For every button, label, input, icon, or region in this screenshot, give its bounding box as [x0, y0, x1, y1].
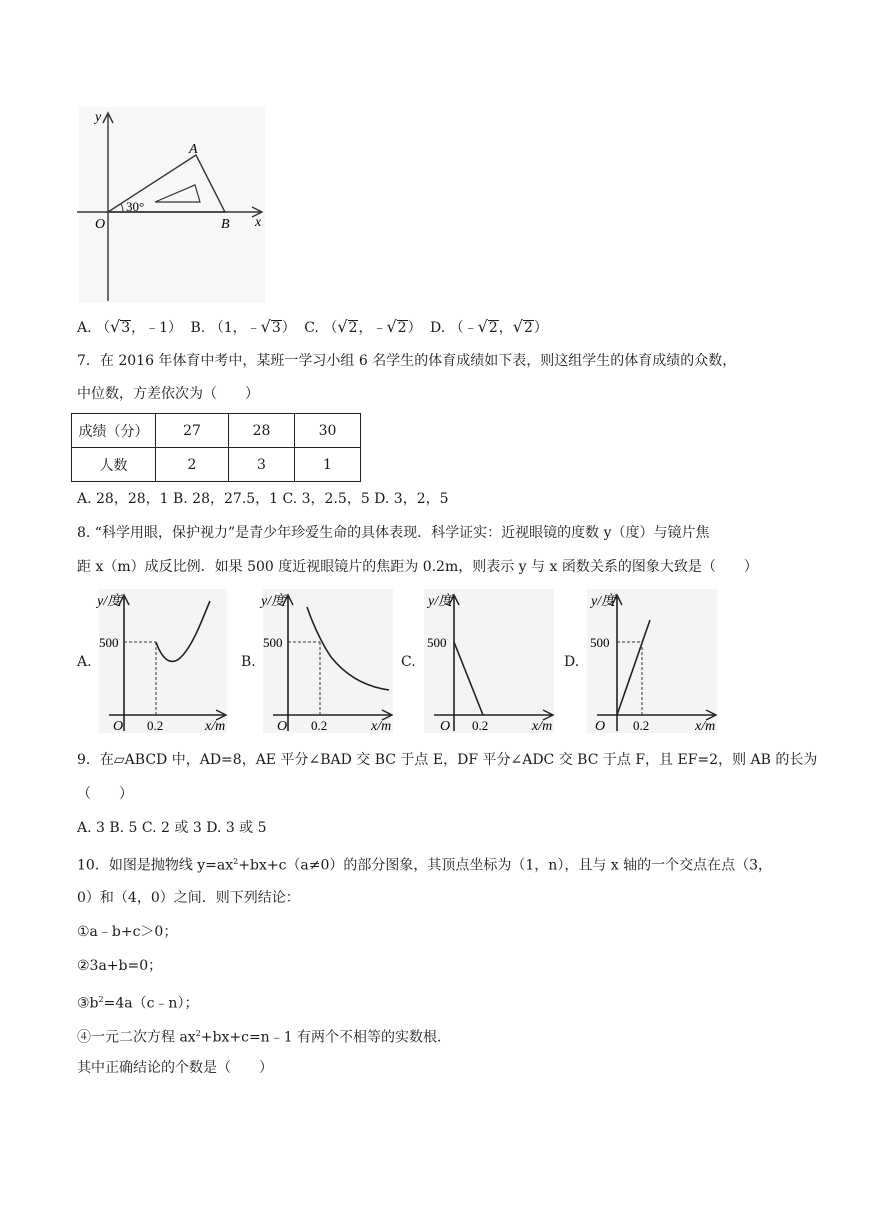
pt-a-label: A	[189, 142, 198, 157]
q10-last-line: 其中正确结论的个数是（ ）	[77, 1060, 273, 1076]
svg-text:500: 500	[99, 635, 119, 650]
table-cell: 3	[229, 448, 295, 482]
svg-text:y/度: y/度	[261, 594, 286, 609]
y-label: y	[95, 110, 102, 125]
svg-text:0.2: 0.2	[633, 718, 650, 733]
table-cell: 27	[156, 414, 229, 448]
svg-text:O: O	[277, 719, 288, 734]
table-row	[72, 414, 361, 448]
svg-text:y/度: y/度	[428, 594, 453, 609]
q7-score-table	[71, 413, 361, 482]
svg-text:O: O	[595, 719, 606, 734]
table-row	[72, 448, 361, 482]
q8-option-d-label: D.	[564, 654, 580, 670]
q8-graph-a	[95, 587, 235, 735]
q7-line-1: 7．在 2016 年体育中考中，某班一学习小组 6 名学生的体育成绩如下表，则这组学生的体育成绩的众数，	[77, 353, 737, 369]
q7-line-2: 中位数，方差依次为（ ）	[77, 386, 259, 402]
q10-line-1: 10．如图是抛物线 $y=ax^2+bx+c(a\ne 0)$的部分图象，其顶点坐标为（1，n），且与 x 轴的一个交点在点（3，	[77, 857, 773, 874]
q8-option-a-label: A.	[77, 654, 92, 670]
svg-text:0.2: 0.2	[147, 718, 164, 733]
svg-text:500: 500	[263, 635, 283, 650]
q8-graph-c	[420, 587, 560, 735]
q6-coordinate-figure	[75, 105, 275, 305]
table-cell: 28	[229, 414, 295, 448]
origin-label: O	[95, 217, 106, 232]
table-cell: 人数	[72, 448, 156, 482]
q10-line-2: 0）和（4，0）之间．则下列结论：	[77, 890, 300, 906]
table-cell: 2	[156, 448, 229, 482]
svg-text:500: 500	[590, 635, 610, 650]
svg-text:0.2: 0.2	[311, 718, 328, 733]
q10-conclusion-3: $③b^2=4a(c﹣n)$；	[77, 995, 199, 1012]
q8-line-1: 8. “科学用眼，保护视力”是青少年珍爱生命的具体表现．科学证实：近视眼镜的度数 y（度）与镜片焦	[77, 525, 710, 541]
svg-text:x/m: x/m	[695, 719, 716, 734]
svg-text:x/m: x/m	[532, 719, 553, 734]
q7-options: A. 28，28，1 B. 28，27.5，1 C. 3，2.5，5 D. 3，2，5	[77, 491, 449, 507]
q6-option-d: D. （﹣√2，√2）	[430, 317, 548, 336]
q8-graph-d	[583, 587, 723, 735]
svg-text:0.2: 0.2	[472, 718, 489, 733]
x-label: x	[255, 215, 262, 230]
q10-conclusion-1: ①a﹣b+c＞0；	[77, 924, 178, 940]
table-cell: 成绩（分）	[72, 414, 156, 448]
q8-graph-b	[259, 587, 399, 735]
table-cell: 30	[295, 414, 361, 448]
q10-conclusion-4: ④一元二次方程 $ax^2+bx+c=n﹣1$ 有两个不相等的实数根．	[77, 1029, 452, 1046]
q6-option-b: B. （1，﹣√3）	[190, 317, 296, 336]
q8-option-b-label: B.	[241, 654, 256, 670]
q9-options: A. 3 B. 5 C. 2 或 3 D. 3 或 5	[77, 820, 267, 836]
q10-conclusion-2: ②3a+b=0；	[77, 958, 163, 974]
q6-option-a: A. （√3，﹣1）	[77, 317, 183, 336]
q8-option-c-label: C.	[401, 654, 416, 670]
svg-text:y/度: y/度	[97, 594, 122, 609]
angle-label: 30°	[126, 199, 145, 214]
svg-text:x/m: x/m	[371, 719, 392, 734]
q6-options	[77, 317, 548, 338]
q9-line-2: （ ）	[77, 786, 133, 802]
svg-text:500: 500	[427, 635, 447, 650]
svg-text:O: O	[440, 719, 451, 734]
svg-text:y/度: y/度	[591, 594, 616, 609]
svg-text:x/m: x/m	[205, 719, 226, 734]
table-cell: 1	[295, 448, 361, 482]
q8-line-2: 距 x（m）成反比例．如果 500 度近视眼镜片的焦距为 0.2m，则表示 y 与 x 函数关系的图象大致是（ ）	[77, 559, 758, 575]
q6-option-c: C. （√2，﹣√2）	[304, 317, 422, 336]
svg-text:O: O	[113, 719, 124, 734]
q9-line-1: 9．在▱ABCD 中，AD=8，AE 平分∠BAD 交 BC 于点 E，DF 平分∠ADC 交 BC 于点 F，且 EF=2，则 AB 的长为	[77, 752, 818, 768]
pt-b-label: B	[221, 217, 230, 232]
